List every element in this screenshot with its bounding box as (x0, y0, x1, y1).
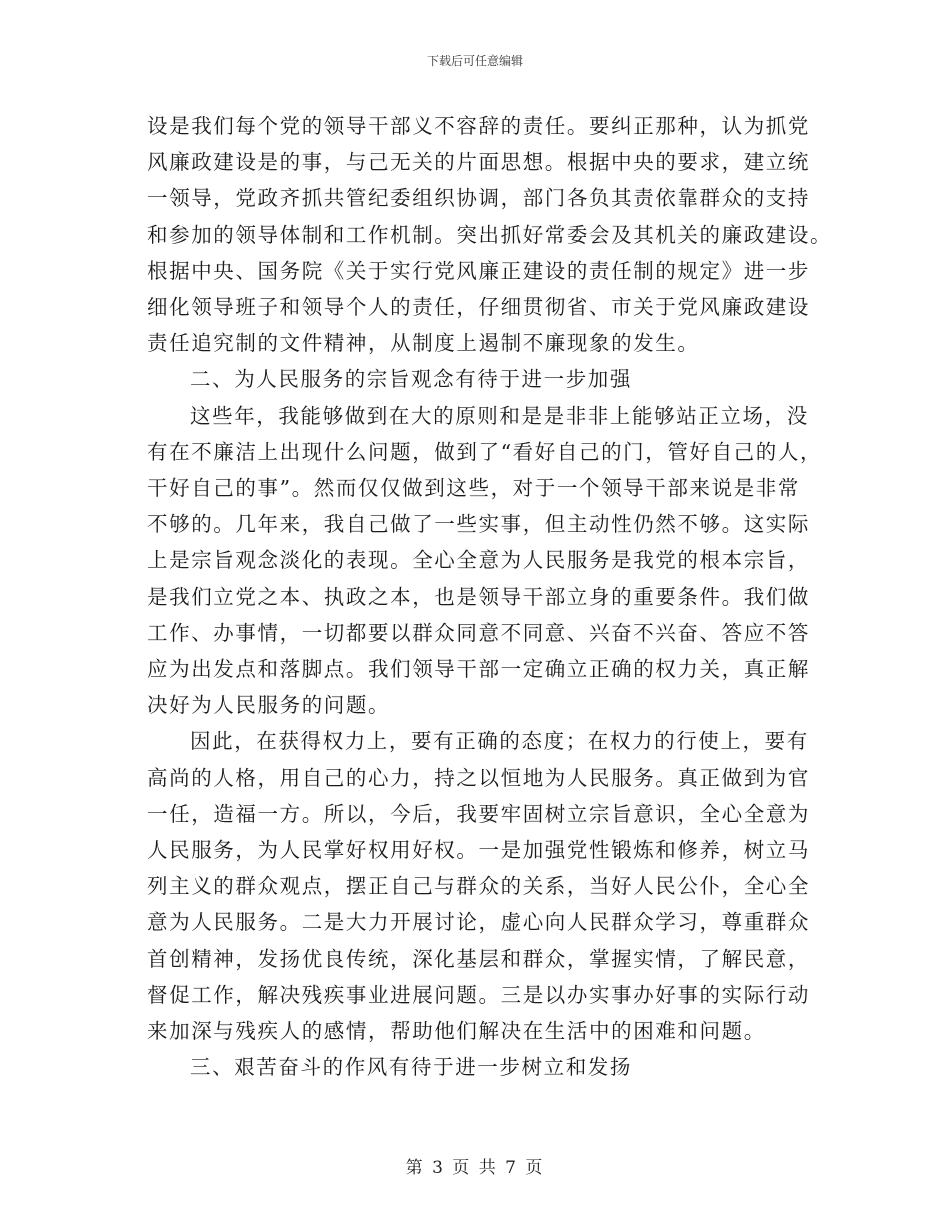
text-line: 二、为人民服务的宗旨观念有待于进一步加强 (190, 367, 632, 392)
text-line: 督促工作，解决残疾事业进展问题。三是以办实事办好事的实际行动 (147, 982, 810, 1007)
document-body (147, 108, 833, 1085)
text-line: 设是我们每个党的领导干部义不容辞的责任。要纠正那种，认为抓党 (147, 114, 810, 138)
text-line: 不够的。几年来，我自己做了一些实事，但主动性仍然不够。这实际 (147, 512, 810, 537)
text-line: 决好为人民服务的问题。 (147, 693, 391, 718)
text-line: 一任，造福一方。所以，今后，我要牢固树立宗旨意识，全心全意为 (147, 801, 810, 826)
page-header-note: 下载后可任意编辑 (426, 54, 523, 68)
text-line: 是我们立党之本、执政之本，也是领导干部立身的重要条件。我们做 (147, 584, 810, 609)
text-line: 列主义的群众观点，摆正自己与群众的关系，当好人民公仆，全心全 (147, 874, 810, 899)
text-line: 首创精神，发扬优良传统，深化基层和群众，掌握实情，了解民意， (147, 946, 810, 971)
text-line: 责任追究制的文件精神，从制度上遏制不廉现象的发生。 (147, 331, 700, 356)
text-line: 因此，在获得权力上，要有正确的态度；在权力的行使上，要有 (190, 729, 809, 754)
text-line: 细化领导班子和领导个人的责任，仔细贯彻省、市关于党风廉政建设 (147, 295, 810, 320)
text-line: 干好自己的事”。然而仅仅做到这些，对于一个领导干部来说是非常 (147, 476, 800, 501)
text-line: 一领导，党政齐抓共管纪委组织协调，部门各负其责依靠群众的支持 (147, 186, 810, 211)
text-line: 意为人民服务。二是大力开展讨论，虚心向人民群众学习，尊重群众 (147, 910, 810, 935)
text-line: 风廉政建设是的事，与己无关的片面思想。根据中央的要求，建立统 (147, 150, 810, 175)
text-line: 高尚的人格，用自己的心力，持之以恒地为人民服务。真正做到为官 (147, 765, 810, 790)
text-line: 有在不廉洁上出现什么问题，做到了“看好自己的门，管好自己的人， (147, 439, 823, 464)
text-line: 三、艰苦奋斗的作风有待于进一步树立和发扬 (190, 1055, 632, 1080)
text-line: 和参加的领导体制和工作机制。突出抓好常委会及其机关的廉政建设。 (147, 222, 833, 247)
text-line: 这些年，我能够做到在大的原则和是是非非上能够站正立场，没 (190, 403, 809, 428)
text-line: 应为出发点和落脚点。我们领导干部一定确立正确的权力关，真正解 (147, 657, 810, 682)
text-line: 上是宗旨观念淡化的表现。全心全意为人民服务是我党的根本宗旨， (147, 548, 810, 573)
text-line: 来加深与残疾人的感情，帮助他们解决在生活中的困难和问题。 (147, 1019, 766, 1044)
page-number: 第 3 页 共 7 页 (405, 1158, 545, 1178)
text-line: 根据中央、国务院《关于实行党风廉正建设的责任制的规定》进一步 (147, 258, 810, 283)
text-line: 工作、办事情，一切都要以群众同意不同意、兴奋不兴奋、答应不答 (147, 620, 810, 645)
text-line: 人民服务，为人民掌好权用好权。一是加强党性锻炼和修养，树立马 (147, 838, 810, 863)
